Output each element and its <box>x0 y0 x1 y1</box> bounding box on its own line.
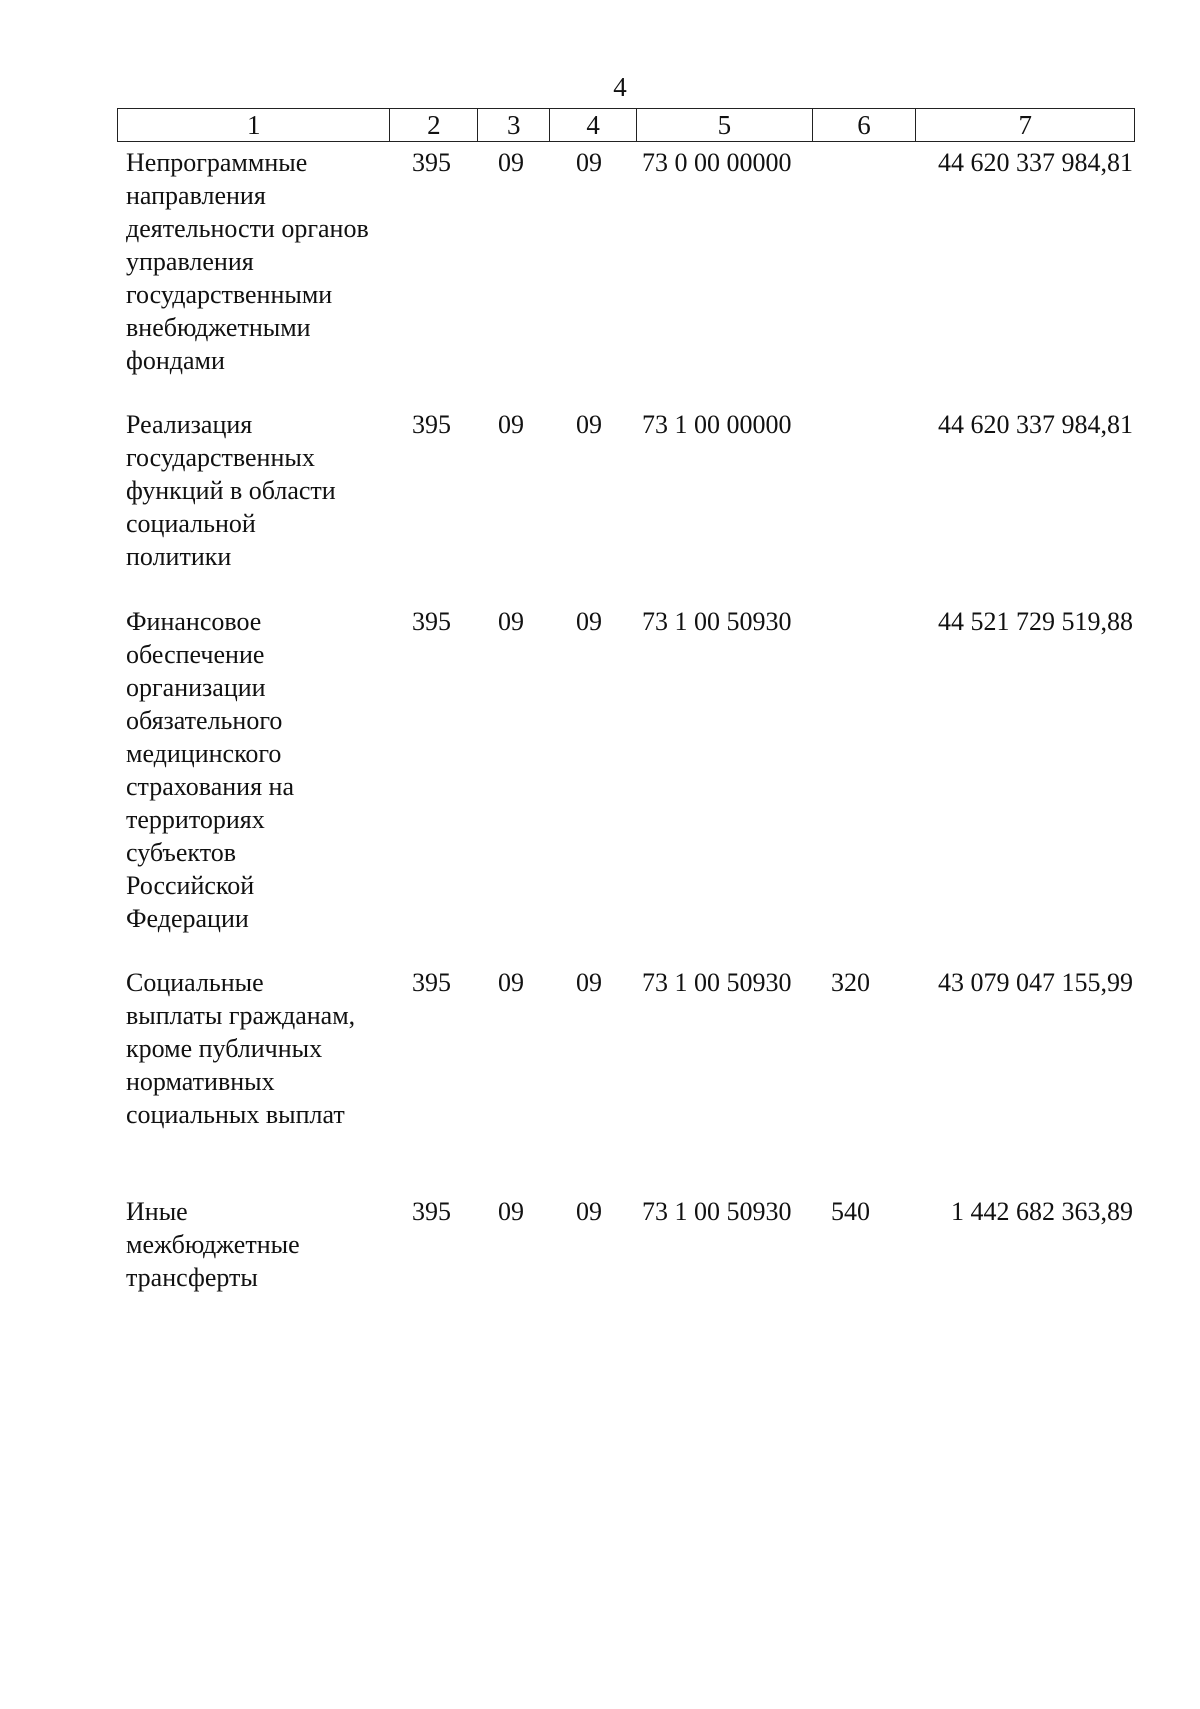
row-section: 09 <box>498 1197 524 1226</box>
row-section: 09 <box>498 148 524 177</box>
row-code: 395 <box>412 968 451 997</box>
column-header-5: 5 <box>637 109 813 141</box>
budget-table <box>117 108 1135 1305</box>
row-target-article: 73 1 00 50930 <box>642 607 792 636</box>
row-target-article: 73 1 00 50930 <box>642 1197 792 1226</box>
row-name: Непрограммные направления деятельности органов управления государственными внебюджетными фондами <box>126 148 369 375</box>
table-row <box>117 966 1135 1195</box>
table-row <box>117 1195 1135 1305</box>
table-row <box>117 605 1135 966</box>
row-subsection: 09 <box>576 968 602 997</box>
row-amount: 43 079 047 155,99 <box>938 968 1133 997</box>
row-name: Иные межбюджетные трансферты <box>126 1197 300 1292</box>
page-number: 4 <box>613 72 627 102</box>
row-expense-type <box>813 408 917 605</box>
row-target-article: 73 1 00 50930 <box>642 968 792 997</box>
row-target-article: 73 0 00 00000 <box>642 148 792 177</box>
column-header-6: 6 <box>813 109 917 141</box>
table-row <box>117 146 1135 408</box>
row-expense-type: 320 <box>831 968 870 997</box>
row-subsection: 09 <box>576 410 602 439</box>
row-amount: 44 521 729 519,88 <box>938 607 1133 636</box>
table-header-row <box>117 108 1135 142</box>
row-amount: 44 620 337 984,81 <box>938 410 1133 439</box>
row-subsection: 09 <box>576 607 602 636</box>
table-row <box>117 408 1135 605</box>
row-expense-type: 540 <box>831 1197 870 1226</box>
column-header-4: 4 <box>550 109 637 141</box>
row-section: 09 <box>498 968 524 997</box>
column-header-1: 1 <box>118 109 390 141</box>
row-name: Социальные выплаты гражданам, кроме публичных нормативных социальных выплат <box>126 968 356 1129</box>
column-header-3: 3 <box>478 109 550 141</box>
row-target-article: 73 1 00 00000 <box>642 410 792 439</box>
column-header-2: 2 <box>390 109 478 141</box>
row-code: 395 <box>412 1197 451 1226</box>
row-amount: 44 620 337 984,81 <box>938 148 1133 177</box>
row-subsection: 09 <box>576 148 602 177</box>
row-section: 09 <box>498 410 524 439</box>
column-header-7: 7 <box>1018 110 1032 140</box>
row-expense-type <box>813 146 917 408</box>
row-name: Реализация государственных функций в области социальной политики <box>126 410 336 571</box>
row-code: 395 <box>412 148 451 177</box>
row-name: Финансовое обеспечение организации обязательного медицинского страхования на территориях субъектов Российской Федерации <box>126 607 294 933</box>
row-expense-type <box>813 605 917 966</box>
row-section: 09 <box>498 607 524 636</box>
row-code: 395 <box>412 410 451 439</box>
row-subsection: 09 <box>576 1197 602 1226</box>
row-code: 395 <box>412 607 451 636</box>
row-amount: 1 442 682 363,89 <box>951 1197 1133 1226</box>
